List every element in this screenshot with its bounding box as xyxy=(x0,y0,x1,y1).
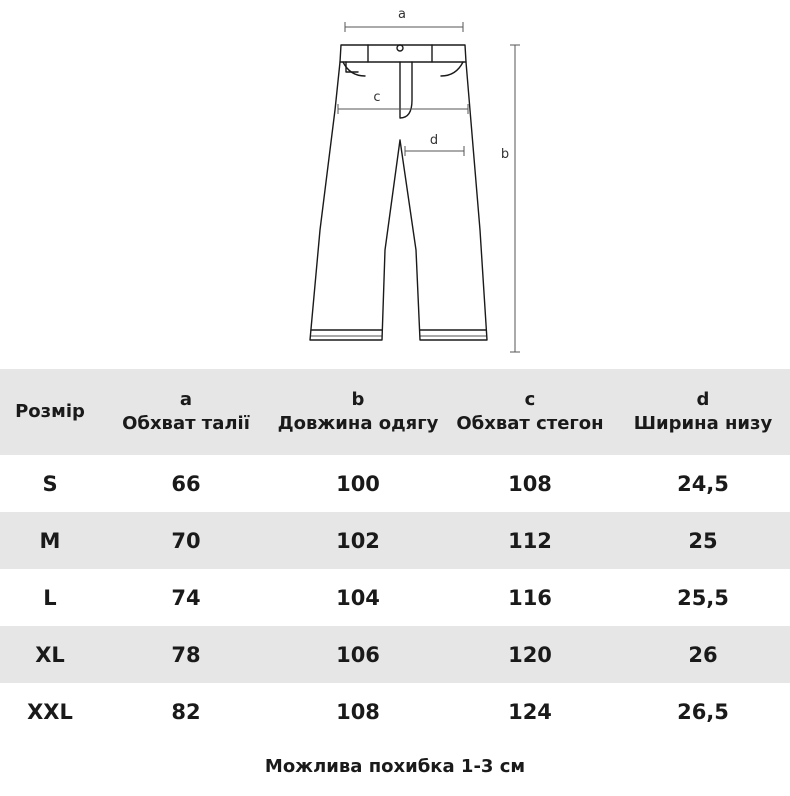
header-length xyxy=(272,369,444,455)
table-row xyxy=(0,512,790,569)
header-waist xyxy=(100,369,272,455)
dimension-label-c: c xyxy=(373,90,381,105)
cell-hips: 116 xyxy=(508,585,552,610)
header-size-label: Розмір xyxy=(15,401,85,422)
header-hem-width xyxy=(616,369,790,455)
dimension-lines xyxy=(338,22,520,352)
header-size xyxy=(0,369,100,455)
pants-illustration xyxy=(0,0,790,365)
cell-hem-width: 25 xyxy=(688,528,718,553)
cell-hem-width: 26,5 xyxy=(677,699,729,724)
cell-hips: 120 xyxy=(508,642,552,667)
cell-waist: 78 xyxy=(171,642,201,667)
cell-size: S xyxy=(42,471,58,496)
header-length-letter: b xyxy=(351,389,365,410)
cell-length: 104 xyxy=(336,585,380,610)
cell-size: XL xyxy=(35,642,65,667)
cell-waist: 66 xyxy=(171,471,201,496)
cell-size: XXL xyxy=(27,699,73,724)
table-row xyxy=(0,455,790,512)
cell-size: L xyxy=(43,585,57,610)
cell-waist: 82 xyxy=(171,699,201,724)
table-row xyxy=(0,569,790,626)
header-waist-letter: a xyxy=(179,389,193,410)
cell-hips: 124 xyxy=(508,699,552,724)
size-chart-table xyxy=(0,369,790,740)
table-row xyxy=(0,626,790,683)
cell-hem-width: 26 xyxy=(688,642,718,667)
cell-size: M xyxy=(39,528,61,553)
cell-waist: 74 xyxy=(171,585,201,610)
cell-hips: 112 xyxy=(508,528,552,553)
table-row xyxy=(0,683,790,740)
dimension-label-d: d xyxy=(429,133,439,148)
cell-length: 100 xyxy=(336,471,380,496)
header-length-label: Довжина одягу xyxy=(277,413,439,434)
pants-outline xyxy=(310,45,487,340)
table-header-row xyxy=(0,369,790,455)
pants-measurement-diagram xyxy=(0,0,790,365)
header-hips xyxy=(444,369,616,455)
header-hips-label: Обхват стегон xyxy=(456,413,604,434)
cell-hem-width: 24,5 xyxy=(677,471,729,496)
measurement-error-note: Можлива похибка 1-3 см xyxy=(264,756,526,777)
header-waist-label: Обхват талії xyxy=(122,413,250,434)
cell-hem-width: 25,5 xyxy=(677,585,729,610)
cell-length: 106 xyxy=(336,642,380,667)
cell-length: 108 xyxy=(336,699,380,724)
dimension-label-a: a xyxy=(398,7,406,22)
header-hips-letter: c xyxy=(524,389,536,410)
dimension-label-b: b xyxy=(500,147,510,162)
cell-waist: 70 xyxy=(171,528,201,553)
header-hem-letter: d xyxy=(696,389,710,410)
cell-hips: 108 xyxy=(508,471,552,496)
header-hem-label: Ширина низу xyxy=(633,413,773,434)
cell-length: 102 xyxy=(336,528,380,553)
